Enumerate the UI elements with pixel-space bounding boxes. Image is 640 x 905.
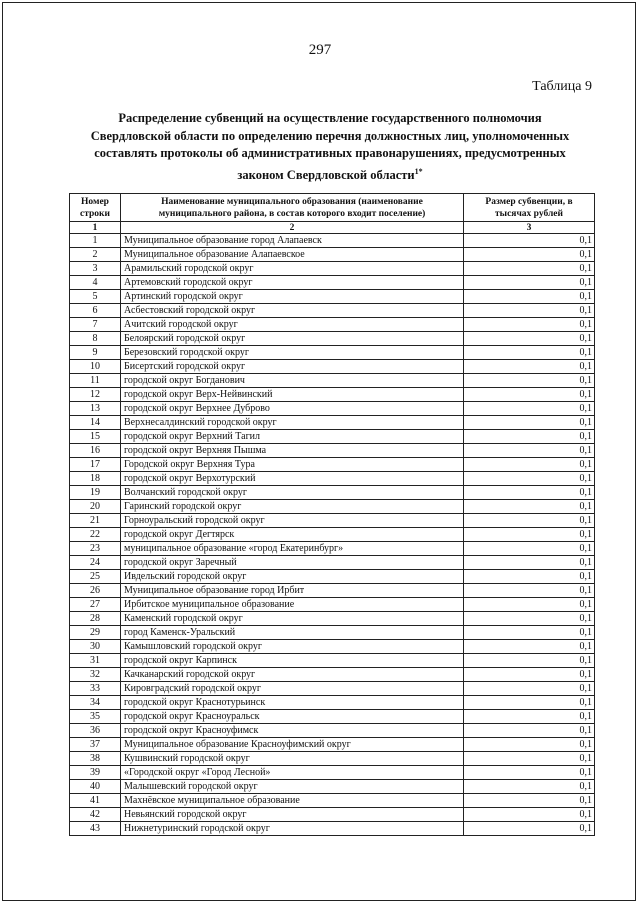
subsidy-value-cell: 0,1: [464, 626, 595, 640]
row-number-cell: 37: [70, 738, 121, 752]
subsidy-value-cell: 0,1: [464, 402, 595, 416]
row-number-cell: 15: [70, 430, 121, 444]
municipality-name-cell: городской округ Красноуральск: [121, 710, 464, 724]
municipality-name-cell: городской округ Дегтярск: [121, 528, 464, 542]
subsidy-value-cell: 0,1: [464, 682, 595, 696]
municipality-name-cell: Ивдельский городской округ: [121, 570, 464, 584]
table-row: [70, 752, 595, 766]
row-number-cell: 25: [70, 570, 121, 584]
table-header-row: [70, 194, 595, 222]
table-row: [70, 570, 595, 584]
row-number-cell: 34: [70, 696, 121, 710]
row-number-cell: 18: [70, 472, 121, 486]
table-row: [70, 528, 595, 542]
subsidy-value-cell: 0,1: [464, 584, 595, 598]
row-number-cell: 32: [70, 668, 121, 682]
table-row: [70, 780, 595, 794]
table-row: [70, 668, 595, 682]
column-number: 3: [464, 222, 595, 234]
municipality-name-cell: городской округ Верхнее Дуброво: [121, 402, 464, 416]
subsidy-value-cell: 0,1: [464, 276, 595, 290]
title-line-1: Распределение субвенций на осуществление государственного полномочия: [118, 111, 542, 125]
subsidy-value-cell: 0,1: [464, 556, 595, 570]
municipality-name-cell: Бисертский городской округ: [121, 360, 464, 374]
municipality-name-cell: городской округ Верхний Тагил: [121, 430, 464, 444]
row-number-cell: 9: [70, 346, 121, 360]
row-number-cell: 28: [70, 612, 121, 626]
subsidy-value-cell: 0,1: [464, 654, 595, 668]
subsidy-table: [69, 193, 595, 836]
row-number-cell: 35: [70, 710, 121, 724]
row-number-cell: 26: [70, 584, 121, 598]
subsidy-value-cell: 0,1: [464, 794, 595, 808]
subsidy-value-cell: 0,1: [464, 752, 595, 766]
subsidy-value-cell: 0,1: [464, 570, 595, 584]
municipality-name-cell: Нижнетуринский городской округ: [121, 822, 464, 836]
title-line-4: [70, 163, 590, 185]
municipality-name-cell: Городской округ Верхняя Тура: [121, 458, 464, 472]
municipality-name-cell: Муниципальное образование Алапаевское: [121, 248, 464, 262]
municipality-name-cell: Березовский городской округ: [121, 346, 464, 360]
table-row: [70, 472, 595, 486]
municipality-name-cell: городской округ Богданович: [121, 374, 464, 388]
subsidy-value-cell: 0,1: [464, 808, 595, 822]
row-number-cell: 5: [70, 290, 121, 304]
table-row: [70, 766, 595, 780]
row-number-cell: 33: [70, 682, 121, 696]
subsidy-value-cell: 0,1: [464, 388, 595, 402]
table-row: [70, 276, 595, 290]
municipality-name-cell: Муниципальное образование Красноуфимский округ: [121, 738, 464, 752]
header-subsidy-amount: Размер субвенции, в тысячах рублей: [464, 194, 595, 222]
municipality-name-cell: город Каменск-Уральский: [121, 626, 464, 640]
table-row: [70, 654, 595, 668]
page-number: 297: [308, 42, 332, 58]
row-number-cell: 13: [70, 402, 121, 416]
municipality-name-cell: городской округ Верх-Нейвинский: [121, 388, 464, 402]
table-row: [70, 514, 595, 528]
row-number-cell: 36: [70, 724, 121, 738]
table-row: [70, 822, 595, 836]
table-row: [70, 584, 595, 598]
row-number-cell: 24: [70, 556, 121, 570]
footnote-mark: 1*: [414, 166, 423, 176]
municipality-name-cell: Гаринский городской округ: [121, 500, 464, 514]
municipality-name-cell: «Городской округ «Город Лесной»: [121, 766, 464, 780]
subsidy-value-cell: 0,1: [464, 472, 595, 486]
municipality-name-cell: городской округ Карпинск: [121, 654, 464, 668]
column-number: 1: [70, 222, 121, 234]
table-row: [70, 640, 595, 654]
row-number-cell: 2: [70, 248, 121, 262]
row-number-cell: 42: [70, 808, 121, 822]
table-row: [70, 626, 595, 640]
subsidy-value-cell: 0,1: [464, 430, 595, 444]
subsidy-value-cell: 0,1: [464, 262, 595, 276]
table-row: [70, 346, 595, 360]
row-number-cell: 12: [70, 388, 121, 402]
municipality-name-cell: Ачитский городской округ: [121, 318, 464, 332]
subsidy-value-cell: 0,1: [464, 346, 595, 360]
table-row: [70, 710, 595, 724]
table-row: [70, 234, 595, 248]
row-number-cell: 30: [70, 640, 121, 654]
column-numbers-row: [70, 222, 595, 234]
subsidy-value-cell: 0,1: [464, 416, 595, 430]
header-row-number: Номер строки: [70, 194, 121, 222]
row-number-cell: 39: [70, 766, 121, 780]
municipality-name-cell: Качканарский городской округ: [121, 668, 464, 682]
table-row: [70, 696, 595, 710]
table-row: [70, 738, 595, 752]
table-row: [70, 486, 595, 500]
municipality-name-cell: муниципальное образование «город Екатеринбург»: [121, 542, 464, 556]
row-number-cell: 38: [70, 752, 121, 766]
table-row: [70, 290, 595, 304]
row-number-cell: 14: [70, 416, 121, 430]
subsidy-value-cell: 0,1: [464, 318, 595, 332]
table-row: [70, 262, 595, 276]
municipality-name-cell: Артемовский городской округ: [121, 276, 464, 290]
table-row: [70, 556, 595, 570]
municipality-name-cell: городской округ Верхняя Пышма: [121, 444, 464, 458]
municipality-name-cell: городской округ Заречный: [121, 556, 464, 570]
row-number-cell: 8: [70, 332, 121, 346]
table-row: [70, 724, 595, 738]
row-number-cell: 43: [70, 822, 121, 836]
municipality-name-cell: Муниципальное образование город Ирбит: [121, 584, 464, 598]
subsidy-value-cell: 0,1: [464, 766, 595, 780]
row-number-cell: 23: [70, 542, 121, 556]
row-number-cell: 19: [70, 486, 121, 500]
header-municipality-name: Наименование муниципального образования (наименование муниципального района, в состав которого входит поселение): [121, 194, 464, 222]
row-number-cell: 3: [70, 262, 121, 276]
row-number-cell: 41: [70, 794, 121, 808]
table-row: [70, 304, 595, 318]
row-number-cell: 1: [70, 234, 121, 248]
subsidy-value-cell: 0,1: [464, 640, 595, 654]
municipality-name-cell: Кушвинский городской округ: [121, 752, 464, 766]
municipality-name-cell: Каменский городской округ: [121, 612, 464, 626]
subsidy-value-cell: 0,1: [464, 598, 595, 612]
row-number-cell: 29: [70, 626, 121, 640]
subsidy-value-cell: 0,1: [464, 738, 595, 752]
table-row: [70, 360, 595, 374]
subsidy-value-cell: 0,1: [464, 528, 595, 542]
subsidy-value-cell: 0,1: [464, 500, 595, 514]
municipality-name-cell: Малышевский городской округ: [121, 780, 464, 794]
subsidy-value-cell: 0,1: [464, 374, 595, 388]
table-row: [70, 388, 595, 402]
table-row: [70, 416, 595, 430]
municipality-name-cell: городской округ Краснотурьинск: [121, 696, 464, 710]
subsidy-value-cell: 0,1: [464, 724, 595, 738]
subsidy-value-cell: 0,1: [464, 668, 595, 682]
table-row: [70, 808, 595, 822]
table-row: [70, 458, 595, 472]
table-row: [70, 444, 595, 458]
row-number-cell: 7: [70, 318, 121, 332]
subsidy-value-cell: 0,1: [464, 444, 595, 458]
subsidy-value-cell: 0,1: [464, 822, 595, 836]
title-line-3: составлять протоколы об административных правонарушениях, предусмотренных: [94, 146, 566, 160]
subsidy-value-cell: 0,1: [464, 360, 595, 374]
row-number-cell: 31: [70, 654, 121, 668]
row-number-cell: 16: [70, 444, 121, 458]
municipality-name-cell: Асбестовский городской округ: [121, 304, 464, 318]
table-row: [70, 430, 595, 444]
column-number: 2: [121, 222, 464, 234]
subsidy-value-cell: 0,1: [464, 458, 595, 472]
municipality-name-cell: Кировградский городской округ: [121, 682, 464, 696]
table-row: [70, 318, 595, 332]
table-row: [70, 542, 595, 556]
row-number-cell: 10: [70, 360, 121, 374]
municipality-name-cell: Муниципальное образование город Алапаевск: [121, 234, 464, 248]
title-line-2: Свердловской области по определению перечня должностных лиц, уполномоченных: [90, 128, 570, 143]
row-number-cell: 22: [70, 528, 121, 542]
municipality-name-cell: Волчанский городской округ: [121, 486, 464, 500]
municipality-name-cell: Верхнесалдинский городской округ: [121, 416, 464, 430]
title-line-4-text: законом Свердловской области: [237, 167, 415, 182]
municipality-name-cell: городской округ Красноуфимск: [121, 724, 464, 738]
municipality-name-cell: Невьянский городской округ: [121, 808, 464, 822]
table-row: [70, 332, 595, 346]
subsidy-value-cell: 0,1: [464, 332, 595, 346]
row-number-cell: 27: [70, 598, 121, 612]
subsidy-value-cell: 0,1: [464, 304, 595, 318]
table-row: [70, 794, 595, 808]
document-title: [70, 110, 590, 184]
row-number-cell: 40: [70, 780, 121, 794]
row-number-cell: 21: [70, 514, 121, 528]
row-number-cell: 11: [70, 374, 121, 388]
municipality-name-cell: Горноуральский городской округ: [121, 514, 464, 528]
municipality-name-cell: Белоярский городской округ: [121, 332, 464, 346]
table-row: [70, 500, 595, 514]
municipality-name-cell: Ирбитское муниципальное образование: [121, 598, 464, 612]
subsidy-value-cell: 0,1: [464, 696, 595, 710]
subsidy-value-cell: 0,1: [464, 780, 595, 794]
subsidy-value-cell: 0,1: [464, 486, 595, 500]
municipality-name-cell: городской округ Верхотурский: [121, 472, 464, 486]
row-number-cell: 20: [70, 500, 121, 514]
subsidy-value-cell: 0,1: [464, 710, 595, 724]
table-row: [70, 598, 595, 612]
subsidy-value-cell: 0,1: [464, 234, 595, 248]
table-row: [70, 682, 595, 696]
row-number-cell: 6: [70, 304, 121, 318]
municipality-name-cell: Арамильский городской округ: [121, 262, 464, 276]
subsidy-value-cell: 0,1: [464, 290, 595, 304]
row-number-cell: 4: [70, 276, 121, 290]
subsidy-value-cell: 0,1: [464, 542, 595, 556]
table-row: [70, 402, 595, 416]
table-row: [70, 374, 595, 388]
municipality-name-cell: Артинский городской округ: [121, 290, 464, 304]
row-number-cell: 17: [70, 458, 121, 472]
subsidy-value-cell: 0,1: [464, 514, 595, 528]
table-label: Таблица 9: [532, 79, 592, 94]
table-row: [70, 612, 595, 626]
table-row: [70, 248, 595, 262]
municipality-name-cell: Камышловский городской округ: [121, 640, 464, 654]
subsidy-value-cell: 0,1: [464, 612, 595, 626]
municipality-name-cell: Махнёвское муниципальное образование: [121, 794, 464, 808]
subsidy-value-cell: 0,1: [464, 248, 595, 262]
